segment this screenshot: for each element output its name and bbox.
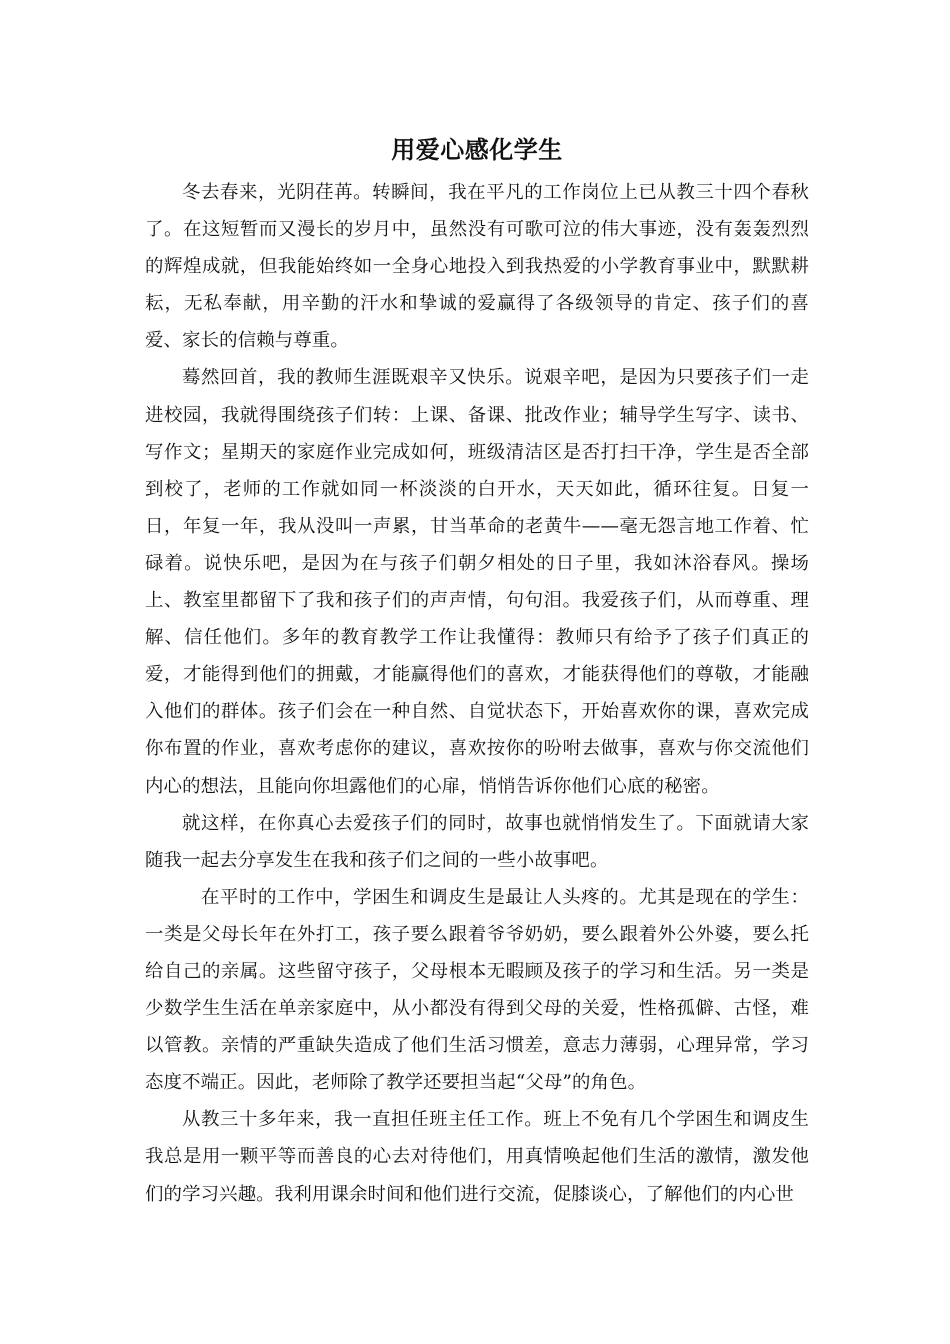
paragraph-4: 在平时的工作中，学困生和调皮生是最让人头疼的。尤其是现在的学生：一类是父母长年在外打工，孩子要么跟着爷爷奶奶，要么跟着外公外婆，要么托给自己的亲属。这些留守孩子，父母根本无暇顾及孩子的学习和生活。另一类是少数学生生活在单亲家庭中，从小都没有得到父母的关爱，性格孤僻、古怪，难以管教。亲情的严重缺失造成了他们生活习惯差，意志力薄弱，心理异常，学习态度不端正。因此，老师除了教学还要担当起“父母”的角色。 (145, 886, 809, 1094)
document-title: 用爱心感化学生 (391, 136, 563, 164)
paragraph-5: 从教三十多年来，我一直担任班主任工作。班上不免有几个学困生和调皮生我总是用一颗平等而善良的心去对待他们，用真情唤起他们生活的激情，激发他们的学习兴趣。我利用课余时间和他们进行交流，促膝谈心，了解他们的内心世 (145, 1109, 809, 1205)
paragraph-1: 冬去春来，光阴荏苒。转瞬间，我在平凡的工作岗位上已从教三十四个春秋了。在这短暂而又漫长的岁月中，虽然没有可歌可泣的伟大事迹，没有轰轰烈烈的辉煌成就，但我能始终如一全身心地投入到我热爱的小学教育事业中，默默耕耘，无私奉献，用辛勤的汗水和挚诚的爱赢得了各级领导的肯定、孩子们的喜爱、家长的信赖与尊重。 (145, 182, 809, 352)
paragraph-3: 就这样，在你真心去爱孩子们的同时，故事也就悄悄发生了。下面就请大家随我一起去分享发生在我和孩子们之间的一些小故事吧。 (145, 812, 809, 871)
document-body (145, 128, 809, 1213)
paragraph-2: 蓦然回首，我的教师生涯既艰辛又快乐。说艰辛吧，是因为只要孩子们一走进校园，我就得围绕孩子们转：上课、备课、批改作业；辅导学生写字、读书、写作文；星期天的家庭作业完成如何，班级清洁区是否打扫干净，学生是否全部到校了，老师的工作就如同一杯淡淡的白开水，天天如此，循环往复。日复一日，年复一年，我从没叫一声累，甘当革命的老黄牛——毫无怨言地工作着、忙碌着。说快乐吧，是因为在与孩子们朝夕相处的日子里，我如沐浴春风。操场上、教室里都留下了我和孩子们的声声情，句句泪。我爱孩子们，从而尊重、理解、信任他们。多年的教育教学工作让我懂得：教师只有给予了孩子们真正的爱，才能得到他们的拥戴，才能赢得他们的喜欢，才能获得他们的尊敬，才能融入他们的群体。孩子们会在一种自然、自觉状态下，开始喜欢你的课，喜欢完成你布置的作业，喜欢考虑你的建议，喜欢按你的吩咐去做事，喜欢与你交流他们内心的想法，且能向你坦露他们的心扉，悄悄告诉你他们心底的秘密。 (145, 367, 809, 797)
